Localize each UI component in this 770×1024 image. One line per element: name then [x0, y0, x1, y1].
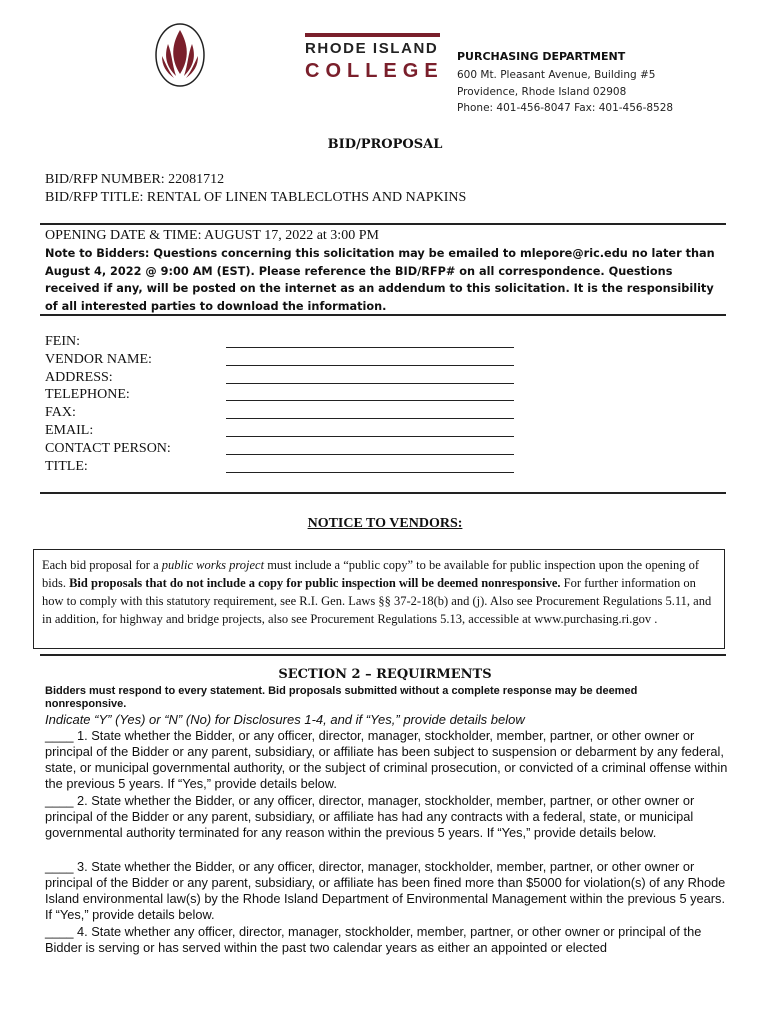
divider — [40, 654, 726, 656]
fax-field[interactable] — [226, 418, 514, 419]
disclosure-2: ____ 2. State whether the Bidder, or any officer, director, manager, stockholder, member, partner, or other owner or principal of the Bidder or any parent, subsidiary, or affiliate has had any contracts with a federal, state, or municipal governmental authority terminated for any reason within the previous 5 years. If “Yes,” provide details below. — [45, 793, 695, 840]
notice-text-end: For further information on how to comply with this statutory requirement, see R.I. Gen. Laws §§ 37-2-18(b) and (j). Also see Procurement Regulations 5.11, and in addition, for highway and bridge projects, also see Procurement Regulations 5.13, accessible at www.purchasing.ri.gov . — [42, 576, 712, 626]
bid-title: BID/RFP TITLE: RENTAL OF LINEN TABLECLOTHS AND NAPKINS — [45, 190, 467, 205]
notice-text-italic: public works project — [161, 558, 265, 572]
phone-fax: Phone: 401-456-8047 Fax: 401-456-8528 — [457, 102, 674, 114]
vendor-name-field[interactable] — [226, 365, 514, 366]
notice-text-mid: must include a “public copy” to be available for public inspection upon the opening of bids. — [42, 558, 700, 590]
field-label-email: EMAIL: — [45, 423, 94, 438]
field-label-title: TITLE: — [45, 459, 88, 474]
bidders-instruction: Bidders must respond to every statement. Bid proposals submitted without a complete response may be deemed nonresponsive. — [45, 685, 638, 710]
disclosure-1: ____ 1. State whether the Bidder, or any officer, director, manager, stockholder, member, partner, or other owner or principal of the Bidder or any parent, subsidiary, or affiliate has been subject to suspension or debarment by any federal, state, or municipal governmental authority, or the subject of criminal prosecution, or convicted of a criminal offense within the previous 5 years. If “Yes,” provide details below. — [45, 728, 728, 791]
notice-text-start: Each bid proposal for a — [42, 558, 162, 572]
disclosure-3: ____ 3. State whether the Bidder, or any officer, director, manager, stockholder, member, partner, or other owner or principal of the Bidder or any parent, subsidiary, or affiliate has been fined more than $5000 for violation(s) of any Rhode Island environmental law(s) by the Rhode Island Department of Environmental Management within the previous 5 years. If “Yes,” provide details below. — [45, 859, 726, 922]
note-to-bidders: Note to Bidders: Questions concerning this solicitation may be emailed to mlepore@ric.edu no later than August 4, 2022 @ 9:00 AM (EST). Please reference the BID/RFP# on all correspondence. Questions received if any, will be posted on the internet as an addendum to this solicitation. It is the responsibility of all interested parties to download the information. — [45, 247, 715, 313]
divider — [40, 492, 726, 494]
email-field[interactable] — [226, 436, 514, 437]
field-label-fein: FEIN: — [45, 334, 80, 349]
field-label-contact-person: CONTACT PERSON: — [45, 441, 171, 456]
section-2-title: SECTION 2 – REQUIRMENTS — [278, 667, 492, 682]
field-label-address: ADDRESS: — [45, 370, 113, 385]
brand-rule — [305, 33, 440, 37]
fein-field[interactable] — [226, 347, 514, 348]
bid-number: BID/RFP NUMBER: 22081712 — [45, 172, 225, 187]
field-label-fax: FAX: — [45, 405, 76, 420]
notice-text-bold: Bid proposals that do not include a copy for public inspection will be deemed nonresponsive. — [69, 576, 561, 590]
notice-title: NOTICE TO VENDORS: — [307, 516, 463, 531]
opening-date-time: OPENING DATE & TIME: AUGUST 17, 2022 at 3:00 PM — [45, 228, 379, 243]
address-line-1: 600 Mt. Pleasant Avenue, Building #5 — [457, 69, 656, 81]
disclosure-instruction: Indicate “Y” (Yes) or “N” (No) for Disclosures 1-4, and if “Yes,” provide details below — [45, 712, 525, 727]
brand-name-top: RHODE ISLAND — [305, 40, 439, 57]
field-label-vendor-name: VENDOR NAME: — [45, 352, 152, 367]
divider — [40, 314, 726, 316]
brand-name-bottom: COLLEGE — [305, 60, 444, 82]
divider — [40, 223, 726, 225]
address-line-2: Providence, Rhode Island 02908 — [457, 86, 627, 98]
department-name: PURCHASING DEPARTMENT — [457, 50, 626, 63]
college-logo-icon — [154, 22, 206, 88]
field-label-telephone: TELEPHONE: — [45, 387, 130, 402]
document-title: BID/PROPOSAL — [327, 137, 443, 152]
title-field[interactable] — [226, 472, 514, 473]
contact-person-field[interactable] — [226, 454, 514, 455]
telephone-field[interactable] — [226, 400, 514, 401]
disclosure-4: ____ 4. State whether any officer, director, manager, stockholder, member, partner, or other owner or principal of the Bidder is serving or has served within the past two calendar years as either an appointed or elected — [45, 924, 702, 955]
address-field[interactable] — [226, 383, 514, 384]
notice-box — [33, 549, 725, 649]
